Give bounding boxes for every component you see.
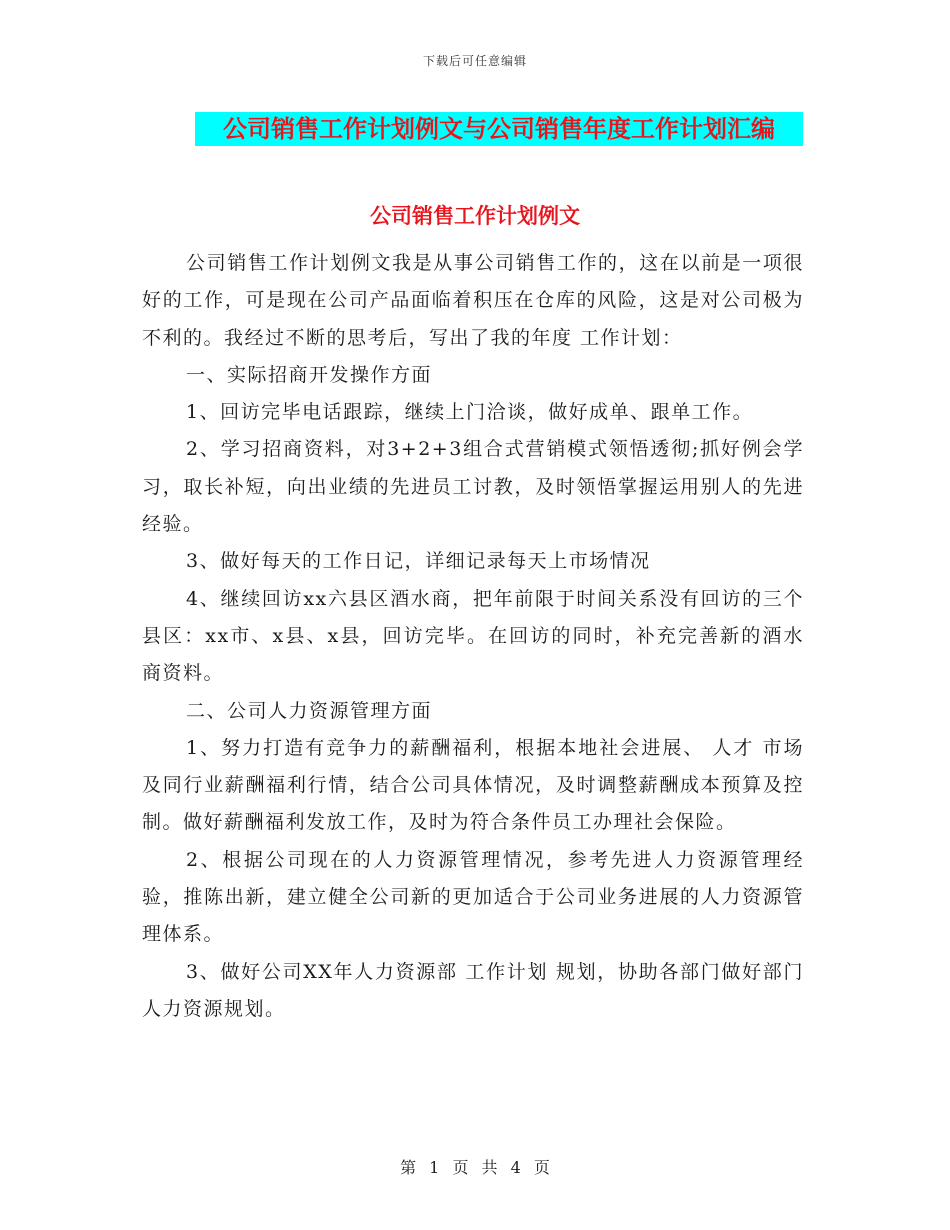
list-item: 4、继续回访xx六县区酒水商，把年前限于时间关系没有回访的三个县区：xx市、x县、x县，回访完毕。在回访的同时，补充完善新的酒水商资料。 xyxy=(142,587,804,685)
section-title: 公司销售工作计划例文 xyxy=(370,204,580,228)
paragraph-intro: 公司销售工作计划例文我是从事公司销售工作的，这在以前是一项很好的工作，可是现在公司产品面临着积压在仓库的风险，这是对公司极为不利的。我经过不断的思考后，写出了我的年度 工作计划： xyxy=(142,252,804,349)
heading-investment-development: 一、实际招商开发操作方面 xyxy=(186,363,433,386)
list-item: 2、学习招商资料，对3+2+3组合式营销模式领悟透彻;抓好例会学习，取长补短，向出业绩的先进员工讨教，及时领悟掌握运用别人的先进经验。 xyxy=(142,438,804,536)
list-item: 2、根据公司现在的人力资源管理情况，参考先进人力资源管理经验，推陈出新，建立健全公司新的更加适合于公司业务进展的人力资源管理体系。 xyxy=(142,848,804,946)
document-title-highlight xyxy=(195,112,803,146)
heading-human-resources: 二、公司人力资源管理方面 xyxy=(186,699,433,722)
page-number: 第 1 页 共 4 页 xyxy=(400,1158,550,1177)
document-title: 公司销售工作计划例文与公司销售年度工作计划汇编 xyxy=(223,115,775,143)
list-item: 3、做好每天的工作日记，详细记录每天上市场情况 xyxy=(186,550,651,573)
list-item: 3、做好公司XX年人力资源部 工作计划 规划，协助各部门做好部门人力资源规划。 xyxy=(142,960,804,1020)
list-item: 1、努力打造有竞争力的薪酬福利，根据本地社会进展、 人才 市场及同行业薪酬福利行情，结合公司具体情况，及时调整薪酬成本预算及控制。做好薪酬福利发放工作，及时为符合条件员工办理社会保险。 xyxy=(142,736,804,834)
list-item: 1、回访完毕电话跟踪，继续上门洽谈，做好成单、跟单工作。 xyxy=(186,401,754,424)
header-note: 下载后可任意编辑 xyxy=(422,54,527,68)
document-body xyxy=(142,245,804,1028)
